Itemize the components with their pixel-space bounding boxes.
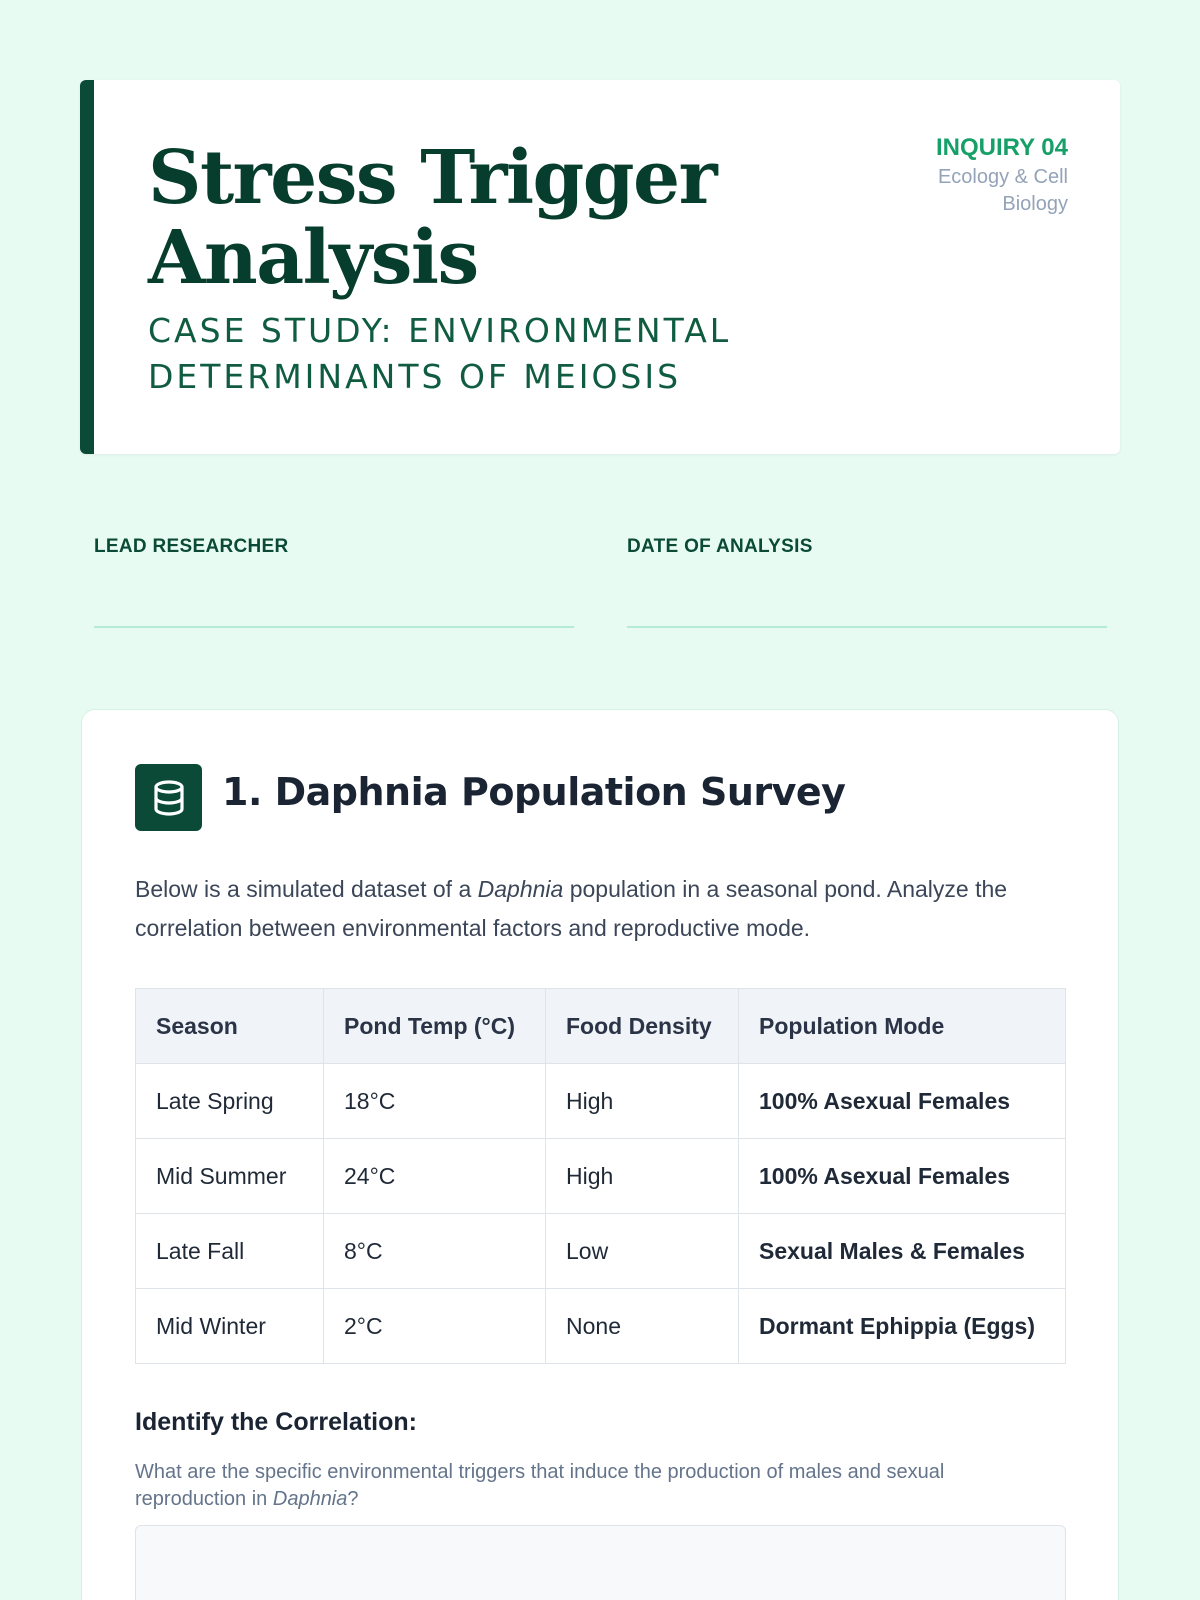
table-row — [136, 1289, 1066, 1364]
cell-food: None — [546, 1289, 739, 1364]
table-row — [136, 1139, 1066, 1214]
question-heading: Identify the Correlation: — [135, 1408, 417, 1436]
cell-season: Late Spring — [136, 1064, 324, 1139]
page-title: Stress Trigger Analysis — [148, 135, 717, 301]
section-title: 1. Daphnia Population Survey — [222, 770, 846, 814]
answer-textarea[interactable] — [135, 1525, 1066, 1600]
cell-food: High — [546, 1064, 739, 1139]
researcher-label: LEAD RESEARCHER — [94, 536, 289, 557]
cell-season: Mid Winter — [136, 1289, 324, 1364]
page-subtitle: CASE STUDY: ENVIRONMENTAL DETERMINANTS OF MEIOSIS — [148, 311, 732, 396]
table-row — [136, 1064, 1066, 1139]
table-row — [136, 1214, 1066, 1289]
date-input-line[interactable] — [627, 626, 1107, 628]
cell-mode: 100% Asexual Females — [739, 1139, 1066, 1214]
researcher-input-line[interactable] — [94, 626, 574, 628]
cell-mode: 100% Asexual Females — [739, 1064, 1066, 1139]
cell-food: Low — [546, 1214, 739, 1289]
header-card — [80, 80, 1120, 454]
species-name-italic: Daphnia — [272, 1488, 348, 1510]
section-intro: Below is a simulated dataset of a Daphnia population in a seasonal pond. Analyze the correlation between environmental factors and reproductive mode. — [135, 876, 1008, 941]
cell-temp: 2°C — [324, 1289, 546, 1364]
header-temp: Pond Temp (°C) — [324, 989, 546, 1064]
question-prompt: What are the specific environmental triggers that induce the production of males and sexual reproduction in Daphnia? — [135, 1461, 945, 1510]
cell-mode: Sexual Males & Females — [739, 1214, 1066, 1289]
population-table — [135, 988, 1066, 1364]
header-mode: Population Mode — [739, 989, 1066, 1064]
cell-food: High — [546, 1139, 739, 1214]
cell-temp: 18°C — [324, 1064, 546, 1139]
database-icon — [135, 764, 202, 831]
table-header-row — [136, 989, 1066, 1064]
header-food: Food Density — [546, 989, 739, 1064]
researcher-field[interactable] — [94, 536, 574, 558]
inquiry-badge — [868, 132, 1068, 218]
species-name: Daphnia — [477, 876, 564, 902]
population-survey-section — [81, 709, 1119, 1600]
cell-temp: 24°C — [324, 1139, 546, 1214]
date-label: DATE OF ANALYSIS — [627, 536, 813, 557]
cell-mode: Dormant Ephippia (Eggs) — [739, 1289, 1066, 1364]
cell-season: Late Fall — [136, 1214, 324, 1289]
cell-season: Mid Summer — [136, 1139, 324, 1214]
inquiry-topic: Ecology & Cell Biology — [937, 166, 1068, 215]
date-field[interactable] — [627, 536, 1107, 558]
header-season: Season — [136, 989, 324, 1064]
cell-temp: 8°C — [324, 1214, 546, 1289]
inquiry-number: INQUIRY 04 — [935, 134, 1068, 161]
